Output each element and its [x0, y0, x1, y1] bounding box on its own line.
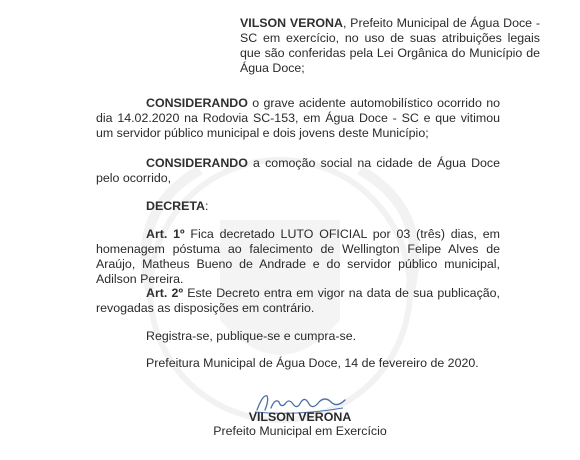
- decreta-keyword: DECRETA: [146, 199, 205, 213]
- considerando-text: a comoção social na cidade de Água Doce pelo ocorrido,: [96, 156, 500, 185]
- article-2-label: Art. 2º: [146, 286, 183, 300]
- considerando-paragraph-2: [96, 156, 500, 186]
- signatory-title: Prefeito Municipal em Exercício: [213, 424, 387, 438]
- signature-block: [200, 390, 400, 439]
- article-1-text: Fica decretado LUTO OFICIAL por 03 (três) dias, em homenagem póstuma ao falecimento de Wellington Felipe Alves de Araújo, Matheus Bueno de Andrade e do servidor público municipal, Adilson Pereira.: [96, 227, 500, 286]
- registra-line: Registra-se, publique-se e cumpra-se.: [146, 329, 357, 343]
- article-1: [96, 227, 500, 287]
- signatory-name: VILSON VERONA: [248, 410, 352, 424]
- considerando-keyword: CONSIDERANDO: [146, 96, 248, 110]
- place-date-line: Prefeitura Municipal de Água Doce, 14 de fevereiro de 2020.: [146, 356, 479, 370]
- preamble-paragraph: [240, 16, 540, 76]
- decreta-colon: :: [204, 199, 209, 213]
- preamble-text: , Prefeito Municipal de Água Doce - SC em exercício, no uso de suas atribuições legais que são conferidas pela Lei Orgânica do Município de Água Doce;: [240, 16, 540, 75]
- decreta-heading: [96, 199, 500, 214]
- considerando-text: o grave acidente automobilístico ocorrido no dia 14.02.2020 na Rodovia SC-153, em Água Doce - SC e que vitimou um servidor público municipal e dois jovens deste Município;: [96, 96, 500, 140]
- article-2-text: Este Decreto entra em vigor na data de sua publicação, revogadas as disposições em contrário.: [96, 286, 500, 315]
- considerando-keyword: CONSIDERANDO: [146, 156, 248, 170]
- article-2: [96, 286, 500, 316]
- article-1-label: Art. 1º: [146, 227, 185, 241]
- mayor-name: VILSON VERONA: [240, 16, 343, 30]
- considerando-paragraph-1: [96, 96, 500, 141]
